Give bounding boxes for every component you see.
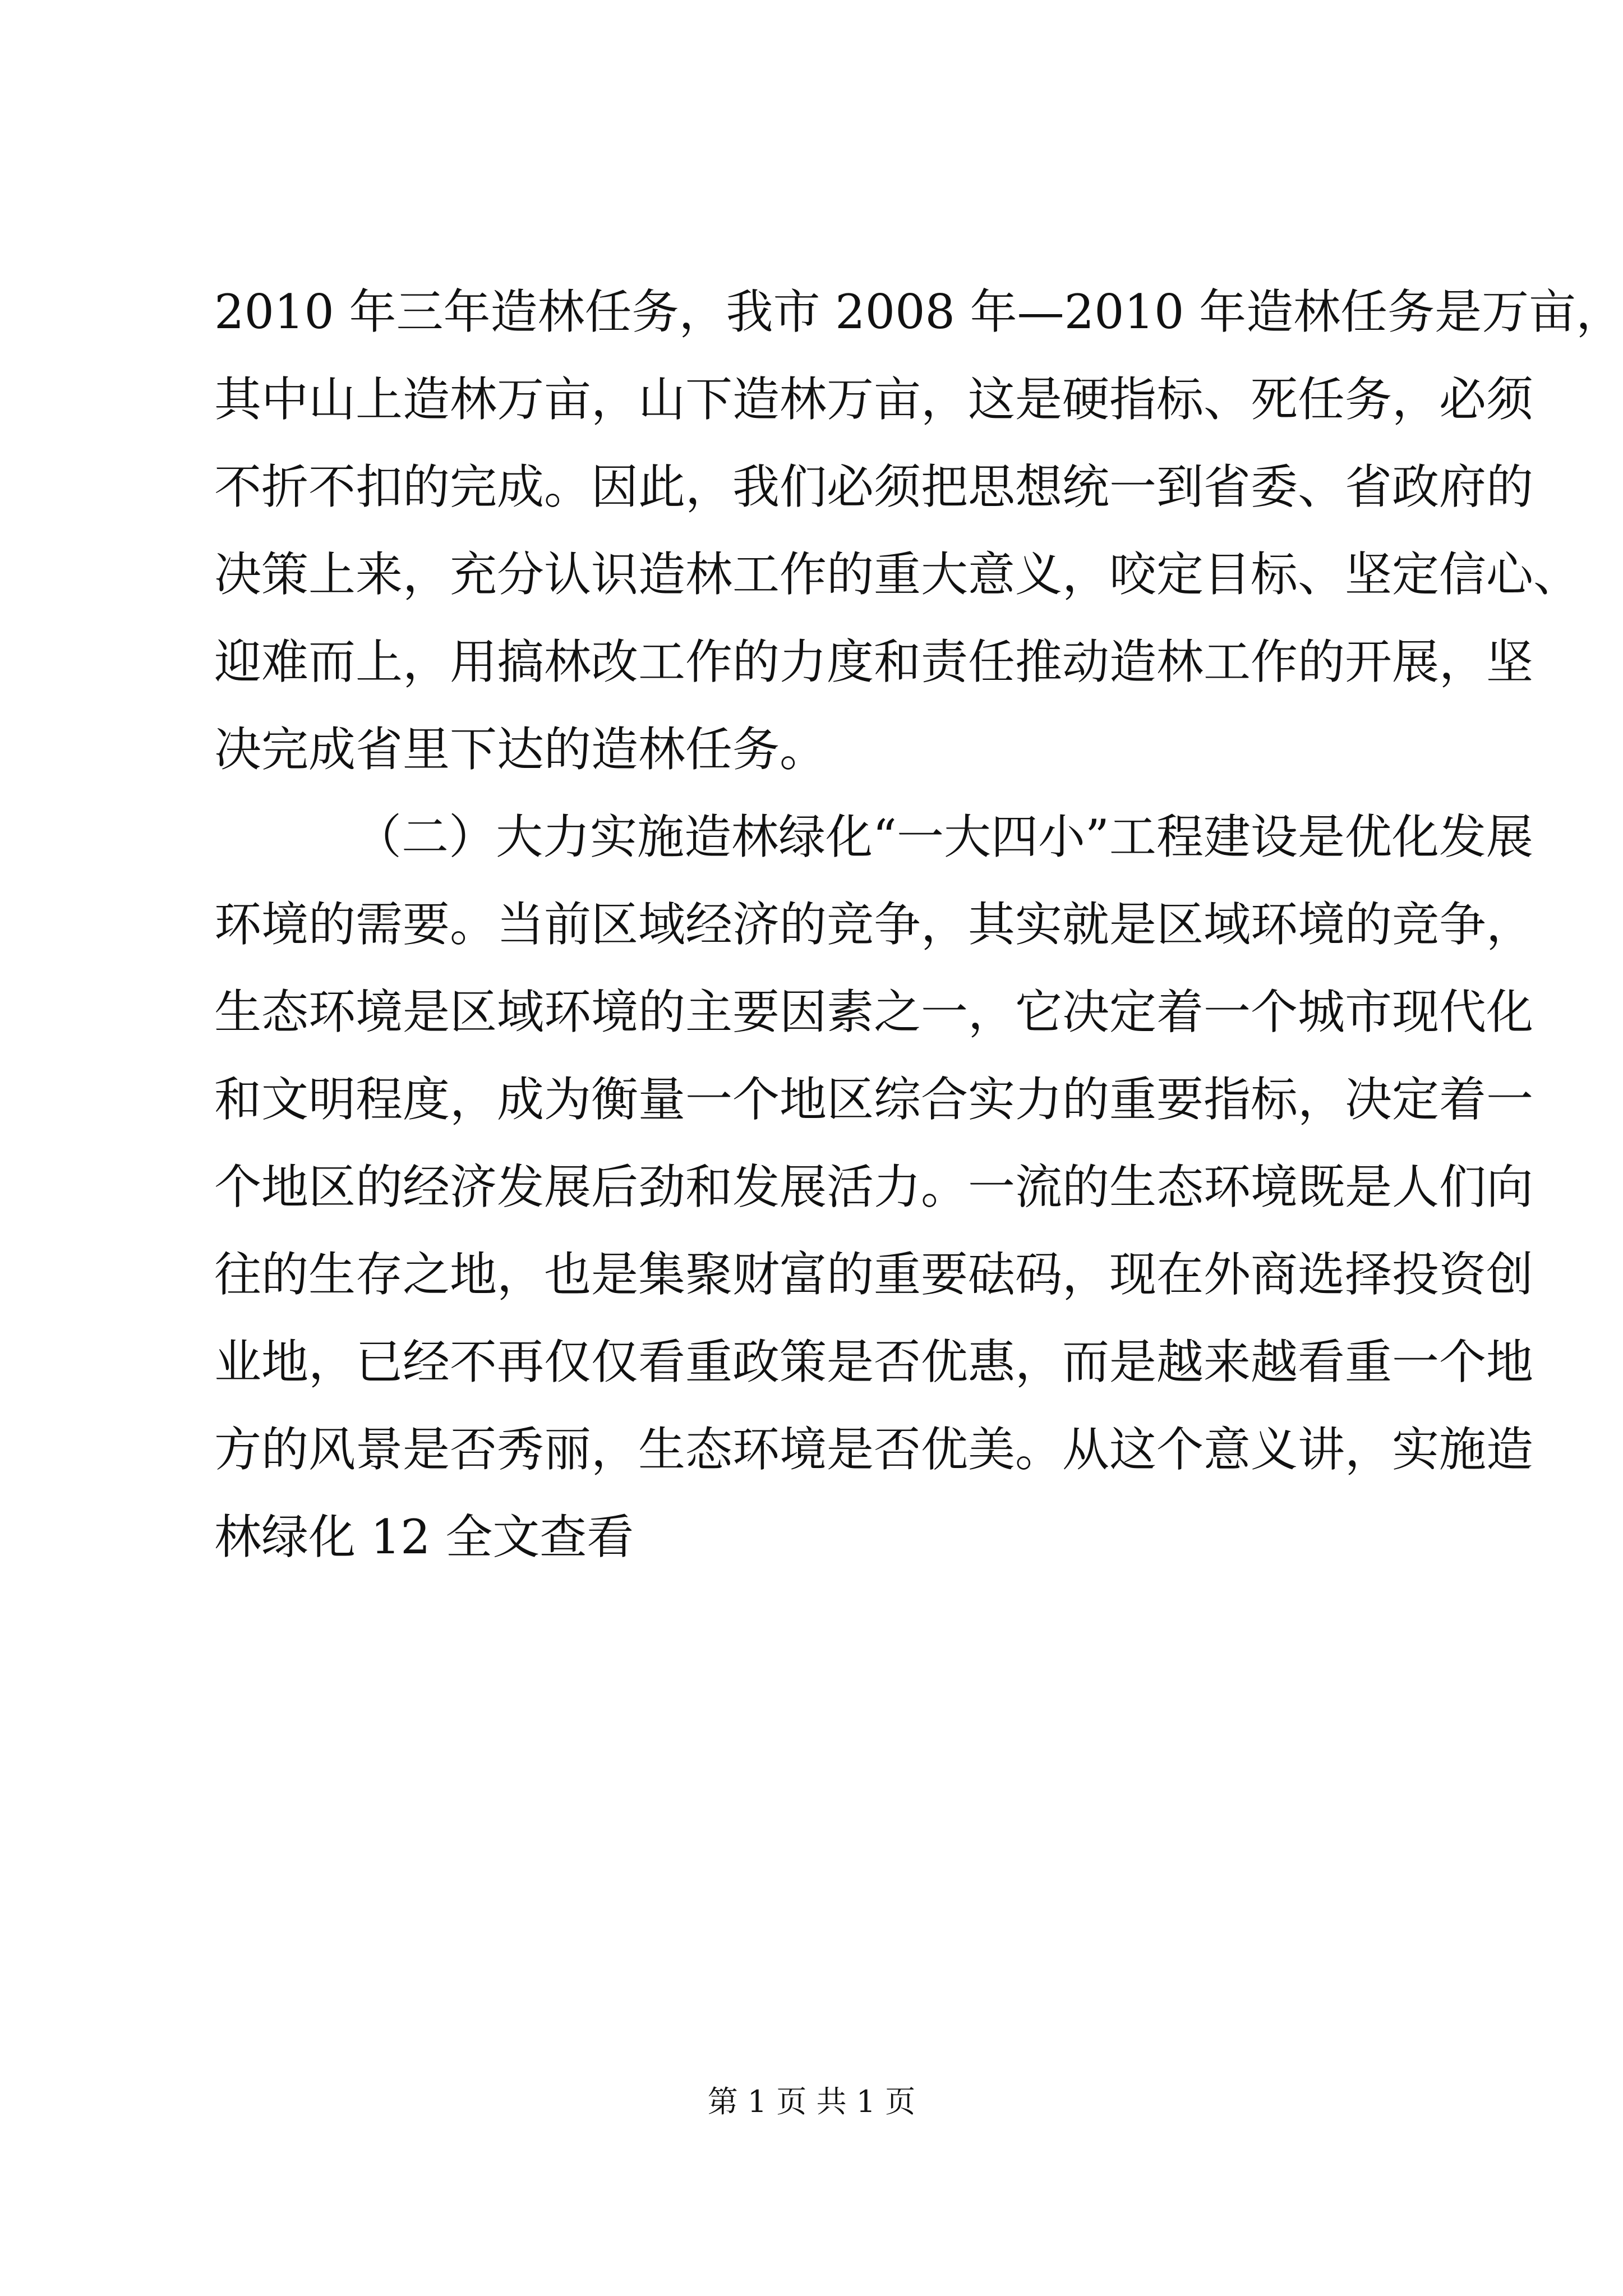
paragraph-line: 决完成省里下达的造林任务。 xyxy=(214,722,827,777)
paragraph-line: 其中山上造林万亩，山下造林万亩，这是硬指标、死任务，必须 xyxy=(214,372,1534,427)
paragraph-line: 迎难而上，用搞林改工作的力度和责任推动造林工作的开展，坚 xyxy=(214,634,1534,689)
paragraph-line: 生态环境是区域环境的主要因素之一，它决定着一个城市现代化 xyxy=(214,984,1534,1039)
paragraph-line: 方的风景是否秀丽，生态环境是否优美。从这个意义讲，实施造 xyxy=(214,1422,1534,1477)
paragraph-line-indented: （二）大力实施造林绿化“一大四小”工程建设是优化发展 xyxy=(354,809,1533,864)
paragraph-line: 不折不扣的完成。因此，我们必须把思想统一到省委、省政府的 xyxy=(214,459,1534,514)
document-body xyxy=(214,268,1623,1581)
paragraph-line: 往的生存之地，也是集聚财富的重要砝码，现在外商选择投资创 xyxy=(214,1247,1534,1302)
paragraph-line: 业地，已经不再仅仅看重政策是否优惠，而是越来越看重一个地 xyxy=(214,1335,1534,1389)
page-footer xyxy=(0,2082,1623,2122)
paragraph-line: 个地区的经济发展后劲和发展活力。一流的生态环境既是人们向 xyxy=(214,1159,1534,1214)
page-number-label: 第 1 页 共 1 页 xyxy=(707,2084,916,2119)
paragraph-line: 2010 年三年造林任务，我市 2008 年—2010 年造林任务是万亩， xyxy=(214,284,1623,339)
paragraph-line: 决策上来，充分认识造林工作的重大意义，咬定目标、坚定信心、 xyxy=(214,547,1581,602)
paragraph-line: 和文明程度，成为衡量一个地区综合实力的重要指标，决定着一 xyxy=(214,1072,1534,1127)
paragraph-line: 林绿化 12 全文查看 xyxy=(214,1510,634,1565)
paragraph-line: 环境的需要。当前区域经济的竞争，其实就是区域环境的竞争， xyxy=(214,897,1534,952)
